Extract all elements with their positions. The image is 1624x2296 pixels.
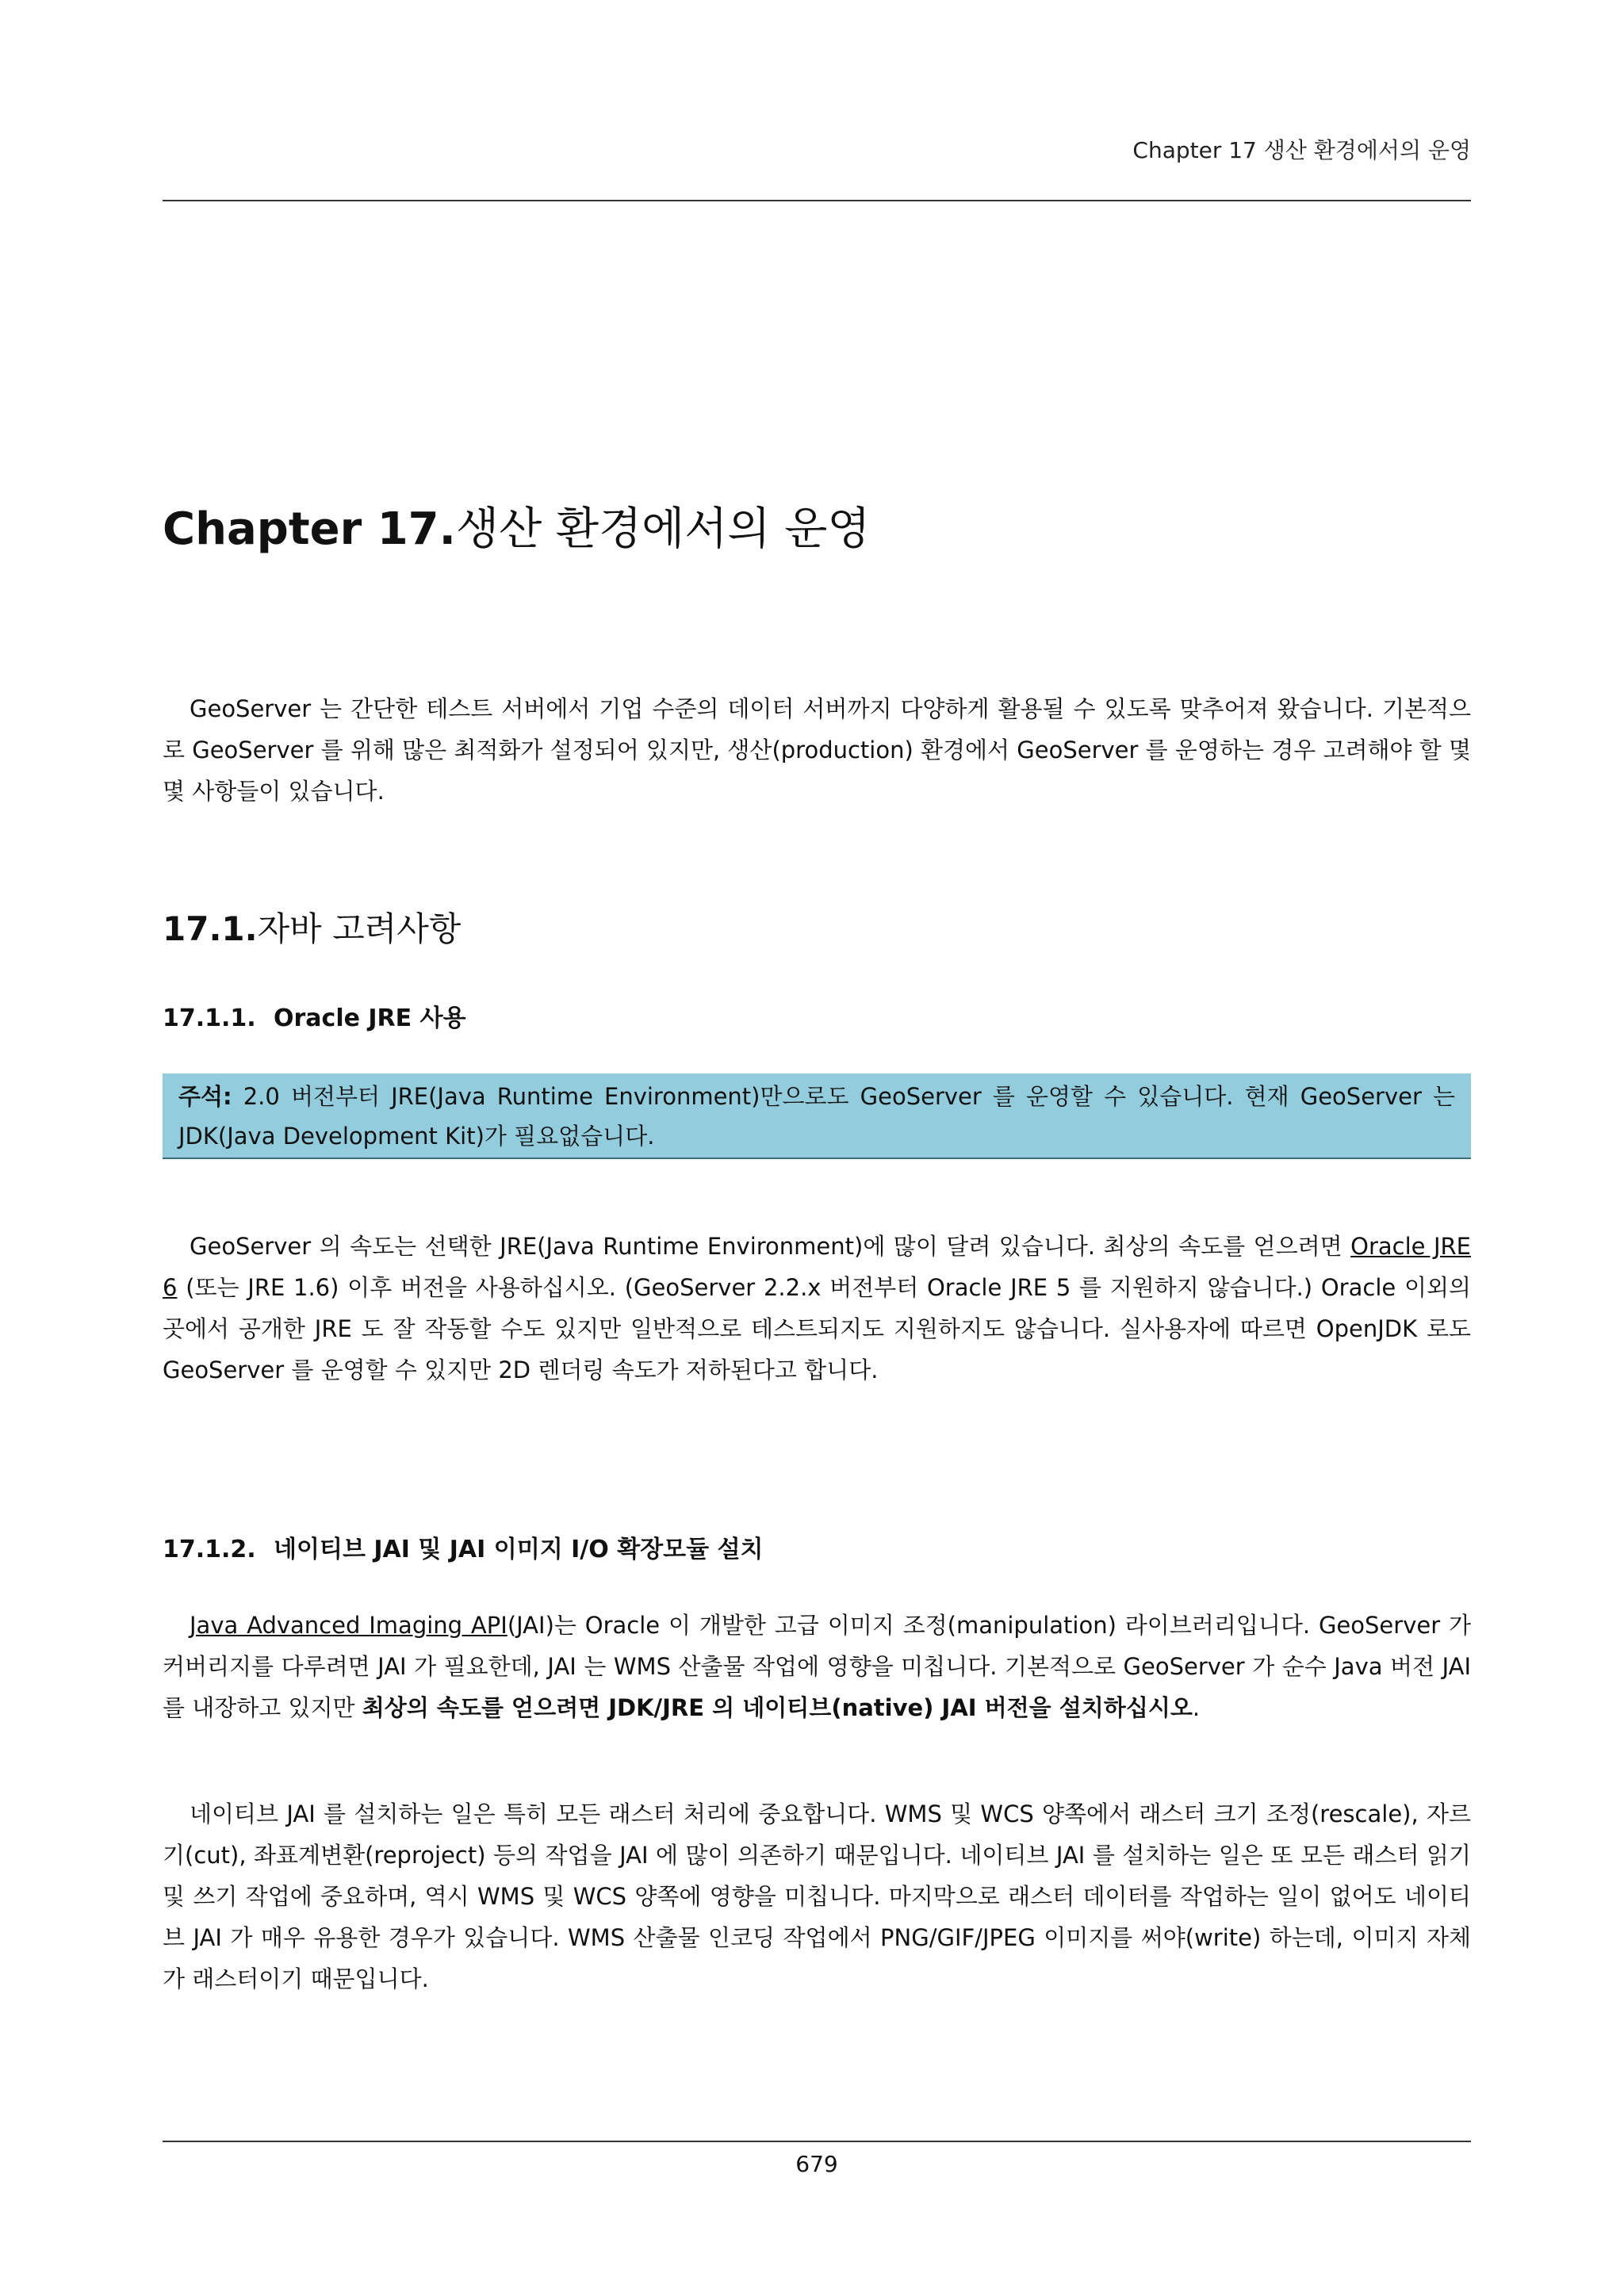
jai-api-link[interactable]: Java Advanced Imaging API [190, 1612, 508, 1639]
intro-paragraph: GeoServer 는 간단한 테스트 서버에서 기업 수준의 데이터 서버까지 다양하게 활용될 수 있도록 맞추어져 왔습니다. 기본적으로 GeoServer 를 위해 많은 최적화가 설정되어 있지만, 생산(production) 환경에서 GeoServer 를 운영하는 경우 고려해야 할 몇몇 사항들이 있습니다. [163, 695, 1471, 805]
subsection-heading-17-1-1 [163, 1001, 466, 1037]
chapter-title-text: 생산 환경에서의 운영 [456, 503, 871, 555]
chapter-number: Chapter 17. [163, 503, 456, 555]
jre-paragraph-rest: (또는 JRE 1.6) 이후 버전을 사용하십시오. (GeoServer 2.2.x 버전부터 Oracle JRE 5 를 지원하지 않습니다.) Oracle 이외의 곳에서 공개한 JRE 도 잘 작동할 수도 있지만 일반적으로 테스트되지도 지원하지도 않습니다. 실사용자에 따르면 OpenJDK 로도 GeoServer 를 운영할 수 있지만 2D 렌더링 속도가 저하된다고 합니다. [163, 1274, 1471, 1383]
jre-paragraph [163, 1226, 1471, 1391]
oracle-jre-link[interactable]: Oracle JRE 6 [163, 1233, 1472, 1301]
jai-paragraph-2: 네이티브 JAI 를 설치하는 일은 특히 모든 래스터 처리에 중요합니다. WMS 및 WCS 양쪽에서 래스터 크기 조정(rescale), 자르기(cut), 좌표계변환(reproject) 등의 작업을 JAI 에 많이 의존하기 때문입니다. 네이티브 JAI 를 설치하는 일은 또 모든 래스터 읽기 및 쓰기 작업에 중요하며, 역시 WMS 및 WCS 양쪽에 영향을 미칩니다. 마지막으로 래스터 데이터를 작업하는 일이 없어도 네이티브 JAI 가 매우 유용한 경우가 있습니다. WMS 산출물 인코딩 작업에서 PNG/GIF/JPEG 이미지를 써야(write) 하는데, 이미지 자체가 래스터이기 때문입니다. [163, 1800, 1471, 1992]
subsection-title: Oracle JRE 사용 [274, 1004, 466, 1032]
header-rule [163, 200, 1471, 201]
footer-rule [163, 2141, 1471, 2142]
jai-paragraph-1-text: (JAI)는 Oracle 이 개발한 고급 이미지 조정(manipulation) 라이브러리입니다. GeoServer 가 커버리지를 다루려면 JAI 가 필요한데, JAI 는 WMS 산출물 작업에 영향을 미칩니다. 기본적으로 GeoServer 가 순수 Java 버전 JAI 를 내장하고 있지만 [163, 1612, 1471, 1721]
page-number: 679 [795, 2151, 838, 2177]
jai-paragraph-1-end: . [1192, 1694, 1201, 1721]
note-text: 2.0 버전부터 JRE(Java Runtime Environment)만으로도 GeoServer 를 운영할 수 있습니다. 현재 GeoServer 는 JDK(Java Development Kit)가 필요없습니다. [178, 1083, 1455, 1150]
section-number: 17.1. [163, 909, 258, 948]
running-header: Chapter 17 생산 환경에서의 운영 [1132, 137, 1471, 163]
subsection-number: 17.1.2. [163, 1536, 256, 1563]
section-heading-17-1 [163, 905, 461, 953]
jai-paragraph-1 [163, 1605, 1471, 1728]
note-box [163, 1073, 1471, 1159]
chapter-title [163, 493, 1471, 566]
subsection-heading-17-1-2 [163, 1532, 764, 1568]
subsection-title: 네이티브 JAI 및 JAI 이미지 I/O 확장모듈 설치 [274, 1536, 764, 1563]
subsection-number: 17.1.1. [163, 1004, 256, 1032]
note-label: 주석: [178, 1083, 232, 1110]
jai-install-emphasis: 최상의 속도를 얻으려면 JDK/JRE 의 네이티브(native) JAI 버전을 설치하십시오 [362, 1694, 1193, 1721]
jre-paragraph-start: GeoServer 의 속도는 선택한 JRE(Java Runtime Environment)에 많이 달려 있습니다. 최상의 속도를 얻으려면 [190, 1233, 1342, 1260]
section-title: 자바 고려사항 [257, 909, 462, 948]
